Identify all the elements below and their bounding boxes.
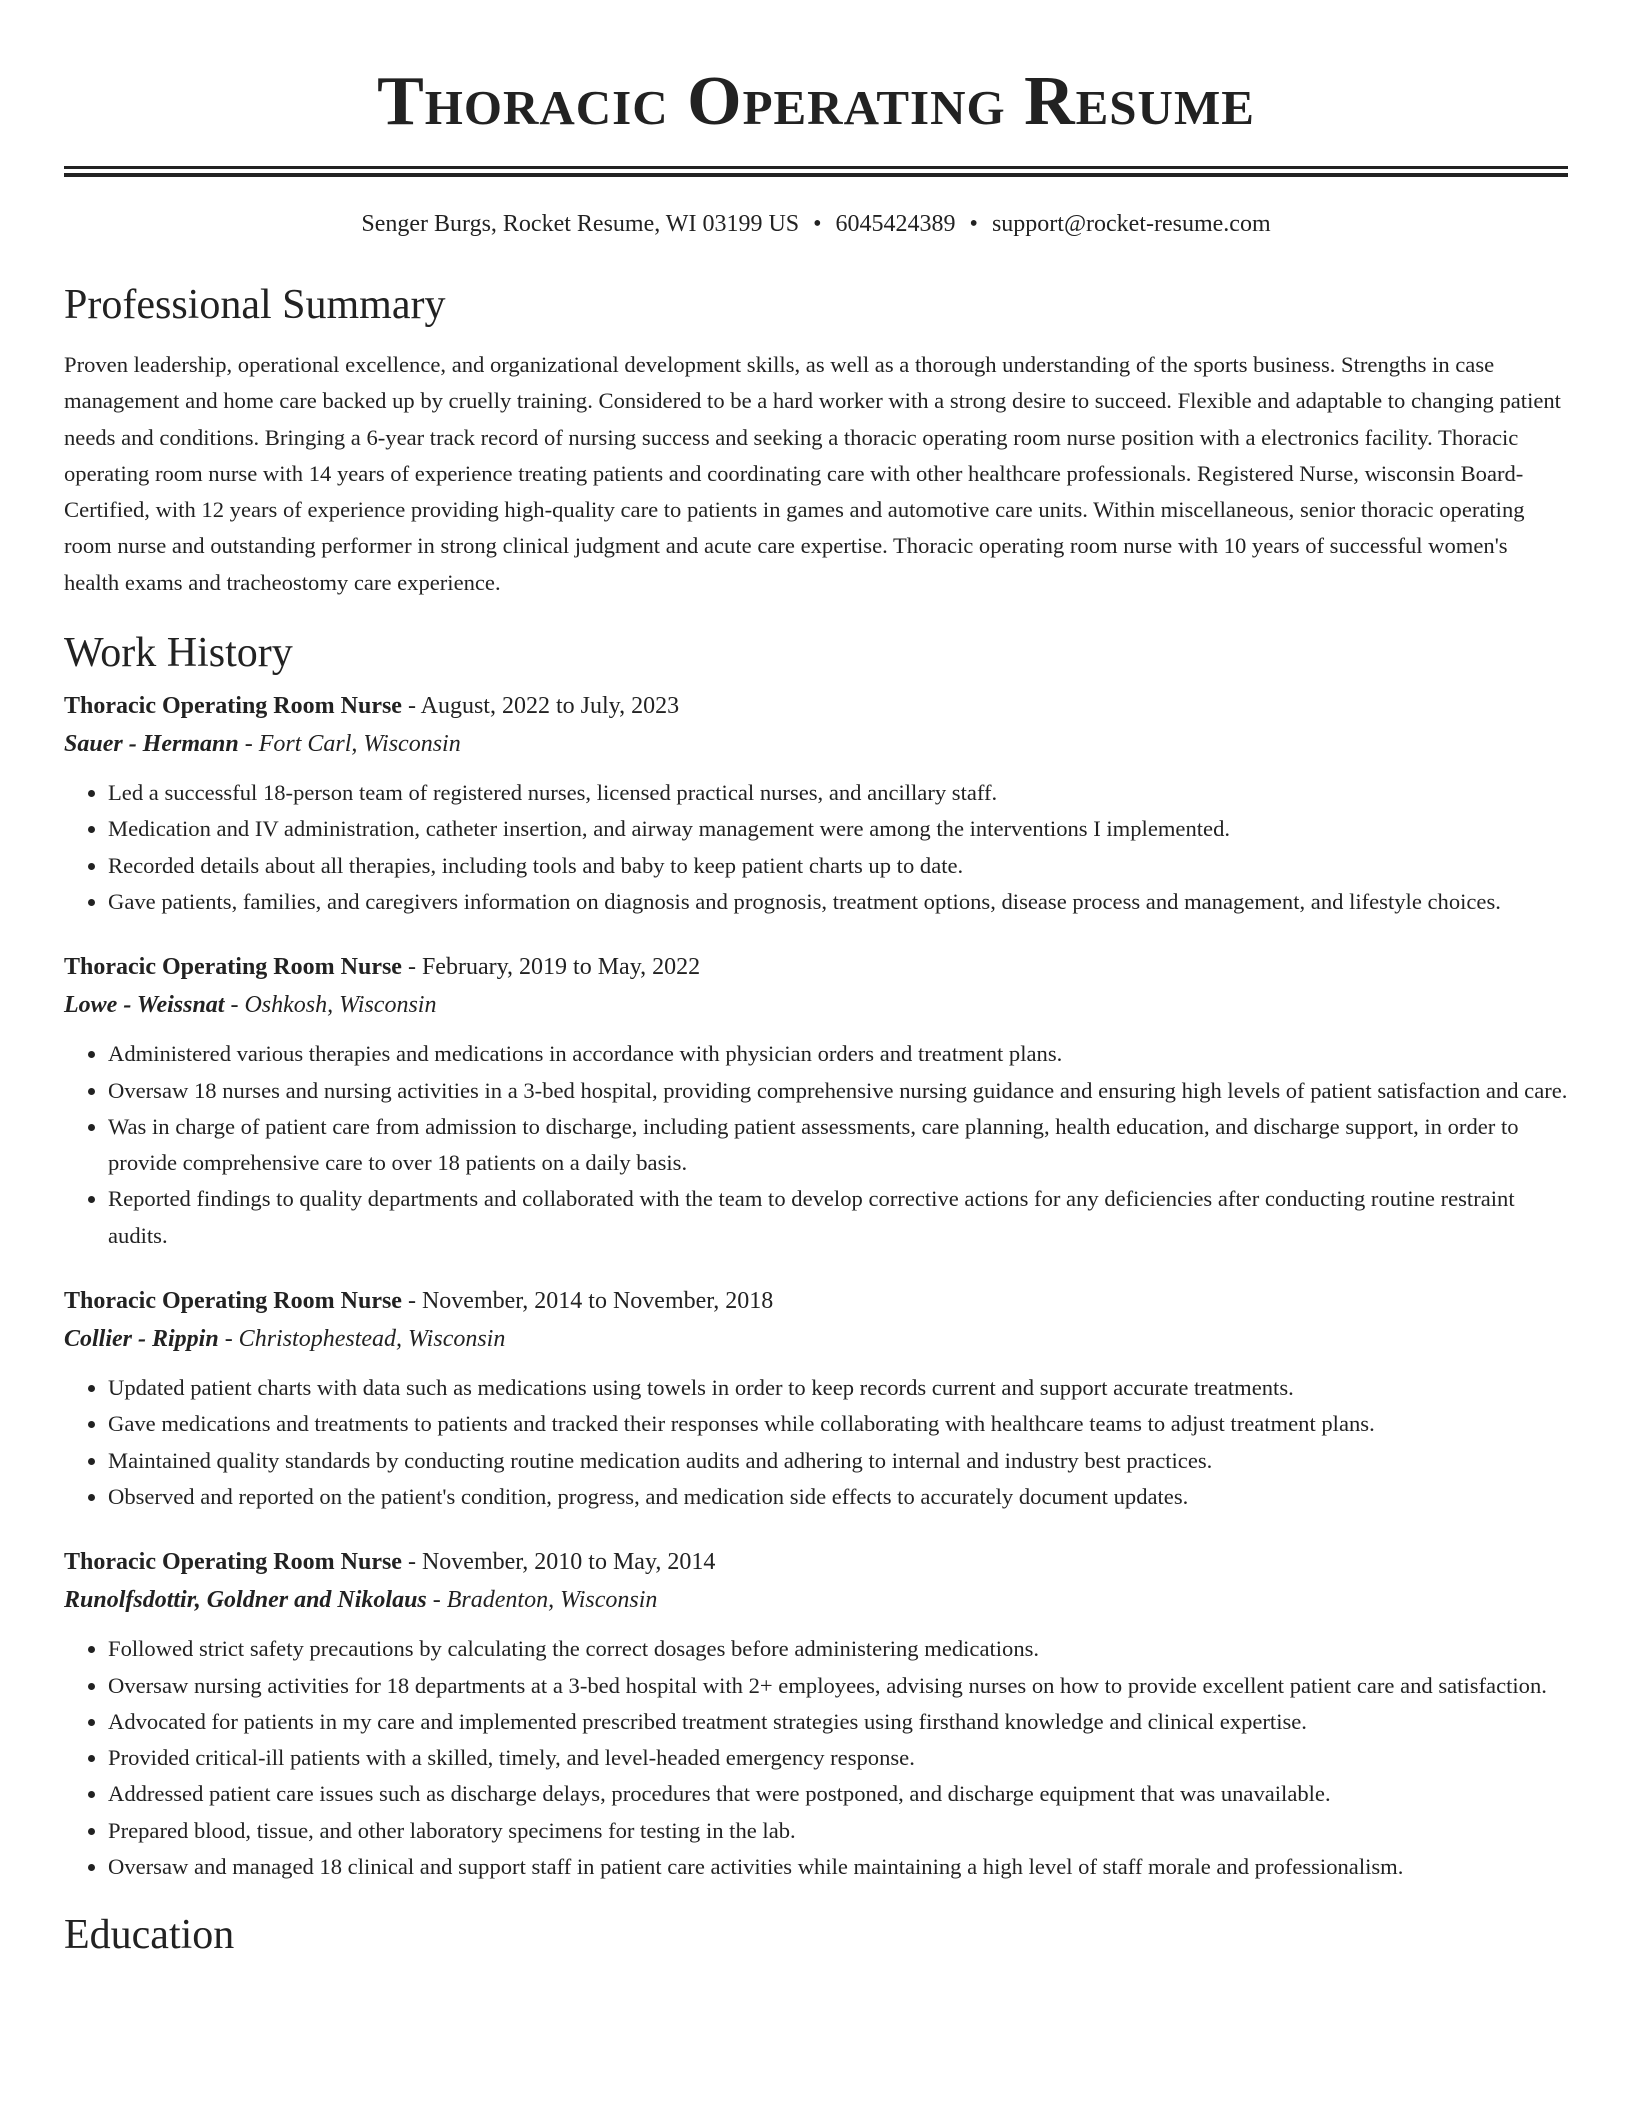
job-dates: - November, 2014 to November, 2018 [401, 1288, 774, 1315]
contact-separator: • [969, 211, 978, 237]
job-header [64, 1282, 1568, 1320]
job-employer [64, 725, 1568, 763]
job-duty-item: • Medication and IV administration, catheter insertion, and airway management were among the interventions I implemented. [108, 811, 1568, 847]
job-duties-list [64, 775, 1568, 920]
job-header [64, 1543, 1568, 1581]
job-duty-item: • Addressed patient care issues such as discharge delays, procedures that were postponed, and discharge equipment that was unavailable. [108, 1776, 1568, 1812]
job-dates: - November, 2010 to May, 2014 [401, 1549, 716, 1576]
contact-address: Senger Burgs, Rocket Resume, WI 03199 US [361, 211, 800, 237]
contact-separator: • [813, 211, 822, 237]
job-company: Collier - Rippin [64, 1326, 219, 1353]
job-employer [64, 986, 1568, 1024]
job-duty-item: • Gave patients, families, and caregivers information on diagnosis and prognosis, treatment options, disease process and management, and lifestyle choices. [108, 884, 1568, 920]
job-company: Lowe - Weissnat [64, 992, 225, 1019]
job-role: Thoracic Operating Room Nurse [64, 1288, 402, 1315]
job-entry [64, 948, 1568, 1254]
job-entry [64, 687, 1568, 920]
job-duty-item: • Reported findings to quality departments and collaborated with the team to develop corrective actions for any deficiencies after conducting routine restraint audits. [108, 1181, 1568, 1254]
job-role: Thoracic Operating Room Nurse [64, 954, 402, 981]
job-company: Runolfsdottir, Goldner and Nikolaus [64, 1587, 427, 1614]
job-duty-item: • Maintained quality standards by conducting routine medication audits and adhering to internal and industry best practices. [108, 1443, 1568, 1479]
job-duty-item: • Provided critical-ill patients with a skilled, timely, and level-headed emergency response. [108, 1740, 1568, 1776]
job-header [64, 687, 1568, 725]
contact-line [64, 207, 1568, 241]
job-dates: - February, 2019 to May, 2022 [401, 954, 701, 981]
job-role: Thoracic Operating Room Nurse [64, 1549, 402, 1576]
job-duty-item: • Gave medications and treatments to patients and tracked their responses while collaborating with healthcare teams to adjust treatment plans. [108, 1406, 1568, 1442]
job-location: - Fort Carl, Wisconsin [238, 731, 461, 758]
education-heading: Education [64, 1912, 235, 1959]
job-role: Thoracic Operating Room Nurse [64, 693, 402, 720]
job-dates: - August, 2022 to July, 2023 [401, 693, 680, 720]
job-duty-item: • Prepared blood, tissue, and other laboratory specimens for testing in the lab. [108, 1813, 1568, 1849]
job-entry [64, 1282, 1568, 1515]
job-location: - Bradenton, Wisconsin [426, 1587, 658, 1614]
work-history-heading: Work History [64, 630, 293, 677]
job-duty-item: • Oversaw and managed 18 clinical and support staff in patient care activities while maintaining a high level of staff morale and professionalism. [108, 1849, 1568, 1885]
job-duties-list [64, 1631, 1568, 1885]
job-duty-item: • Oversaw nursing activities for 18 departments at a 3-bed hospital with 2+ employees, advising nurses on how to provide excellent patient care and satisfaction. [108, 1668, 1568, 1704]
resume-title: Thoracic Operating Resume [377, 63, 1255, 140]
job-employer [64, 1581, 1568, 1619]
job-duties-list [64, 1036, 1568, 1254]
job-location: - Christophestead, Wisconsin [218, 1326, 506, 1353]
job-duty-item: • Followed strict safety precautions by calculating the correct dosages before administering medications. [108, 1631, 1568, 1667]
resume-page [64, 0, 1568, 1961]
title-divider [64, 166, 1568, 177]
job-entry [64, 1543, 1568, 1885]
job-duties-list [64, 1370, 1568, 1515]
summary-heading: Professional Summary [64, 282, 446, 328]
job-duty-item: • Led a successful 18-person team of registered nurses, licensed practical nurses, and ancillary staff. [108, 775, 1568, 811]
work-history-list [64, 687, 1568, 1885]
job-duty-item: • Observed and reported on the patient's condition, progress, and medication side effects to accurately document updates. [108, 1479, 1568, 1515]
contact-email: support@rocket-resume.com [991, 211, 1271, 237]
job-duty-item: • Recorded details about all therapies, including tools and baby to keep patient charts up to date. [108, 848, 1568, 884]
job-company: Sauer - Hermann [64, 731, 239, 758]
job-location: - Oshkosh, Wisconsin [224, 992, 437, 1019]
job-duty-item: • Was in charge of patient care from admission to discharge, including patient assessments, care planning, health education, and discharge support, in order to provide comprehensive care to over 18 patients on a daily basis. [108, 1109, 1568, 1182]
contact-phone: 6045424389 [835, 211, 956, 237]
job-duty-item: • Oversaw 18 nurses and nursing activities in a 3-bed hospital, providing comprehensive nursing guidance and ensuring high levels of patient satisfaction and care. [108, 1073, 1568, 1109]
job-duty-item: • Updated patient charts with data such as medications using towels in order to keep records current and support accurate treatments. [108, 1370, 1568, 1406]
job-duty-item: • Administered various therapies and medications in accordance with physician orders and treatment plans. [108, 1036, 1568, 1072]
job-duty-item: • Advocated for patients in my care and implemented prescribed treatment strategies using firsthand knowledge and clinical expertise. [108, 1704, 1568, 1740]
job-employer [64, 1320, 1568, 1358]
job-header [64, 948, 1568, 986]
summary-text: Proven leadership, operational excellence, and organizational development skills, as well as a thorough understanding of the sports business. Strengths in case management and home care backed up by cruelly training. Considered to be a hard worker with a strong desire to succeed. Flexible and adaptable to changing patient needs and conditions. Bringing a 6-year track record of nursing success and seeking a thoracic operating room nurse position with a electronics facility. Thoracic operating room nurse with 14 years of experience treating patients and coordinating care with other healthcare professionals. Registered Nurse, wisconsin Board-Certified, with 12 years of experience providing high-quality care to patients in games and automotive care units. Within miscellaneous, senior thoracic operating room nurse and outstanding performer in strong clinical judgment and acute care expertise. Thoracic operating room nurse with 10 years of successful women's health exams and tracheostomy care experience. [64, 352, 1561, 595]
